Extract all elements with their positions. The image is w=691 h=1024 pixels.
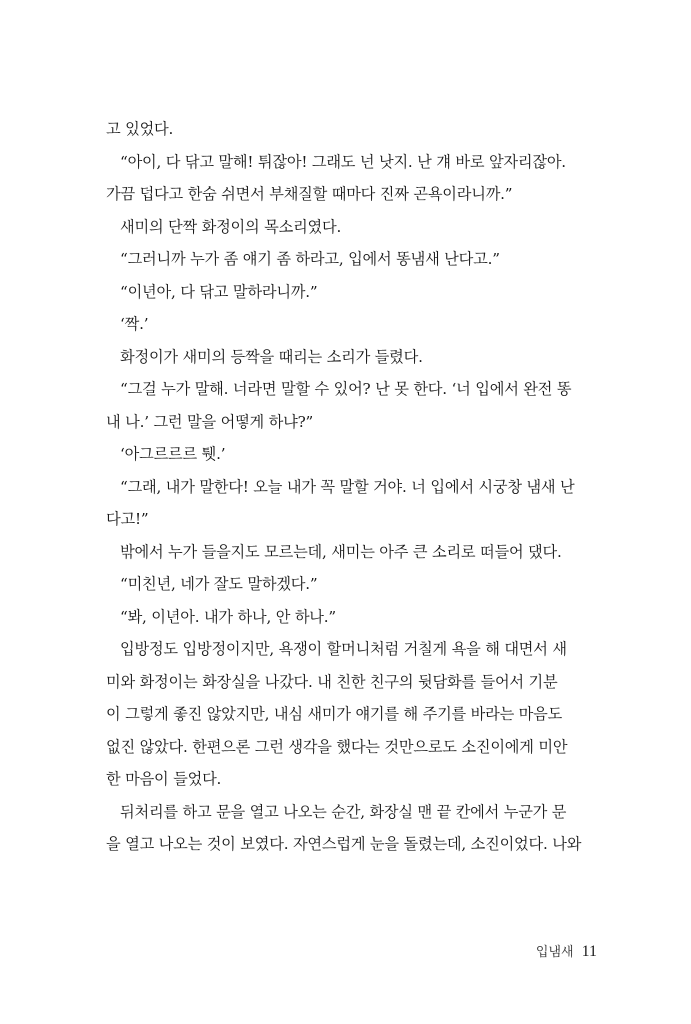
text-line: “봐, 이년아. 내가 하나, 안 하나.” (120, 607, 336, 626)
text-line: “그걸 누가 말해. 너라면 말할 수 있어? 난 못 한다. ‘너 입에서 완전 똥 (120, 380, 572, 398)
text-line: 입방정도 입방정이지만, 욕쟁이 할머니처럼 거칠게 욕을 해 대면서 새 (120, 640, 567, 658)
body-text (106, 113, 598, 861)
text-line: 새미의 단짝 화정이의 목소리였다. (120, 217, 342, 236)
text-line: 내 나.’ 그런 말을 어떻게 하냐?” (106, 412, 314, 431)
text-line: 고 있었다. (106, 120, 174, 138)
running-title: 입냄새 (535, 945, 574, 960)
text-line: 한 마음이 들었다. (106, 770, 222, 788)
text-line: 미와 화정이는 화장실을 나갔다. 내 친한 친구의 뒷담화를 들어서 기분 (106, 672, 558, 691)
text-line: 다고!” (106, 510, 149, 528)
text-line: “아이, 다 닦고 말해! 튀잖아! 그래도 넌 낫지. 난 걔 바로 앞자리잖아. (120, 152, 566, 171)
text-line: “미친년, 네가 잘도 말하겠다.” (120, 575, 318, 593)
text-line: 가끔 덥다고 한숨 쉬면서 부채질할 때마다 진짜 곤욕이라니까.” (106, 185, 513, 203)
text-line: “그러니까 누가 좀 얘기 좀 하라고, 입에서 똥냄새 난다고.” (120, 250, 500, 268)
text-line: 이 그렇게 좋진 않았지만, 내심 새미가 얘기를 해 주기를 바라는 마음도 (106, 705, 563, 723)
text-line: “이년아, 다 닦고 말하라니까.” (120, 282, 318, 301)
page-footer (536, 941, 597, 963)
text-line: 밖에서 누가 들을지도 모르는데, 새미는 아주 큰 소리로 떠들어 댔다. (120, 542, 562, 561)
text-line: 을 열고 나오는 것이 보였다. 자연스럽게 눈을 돌렸는데, 소진이었다. 나와 (106, 835, 582, 853)
text-line: ‘아그르르르 퉷.’ (120, 445, 226, 463)
text-line: 없진 않았다. 한편으론 그런 생각을 했다는 것만으로도 소진이에게 미안 (106, 737, 568, 756)
text-line: ‘짝.’ (120, 315, 149, 333)
text-line: 화정이가 새미의 등짝을 때리는 소리가 들렸다. (120, 347, 423, 366)
page-number: 11 (581, 943, 597, 960)
text-line: 뒤처리를 하고 문을 열고 나오는 순간, 화장실 맨 끝 칸에서 누군가 문 (120, 802, 567, 821)
text-line: “그래, 내가 말한다! 오늘 내가 꼭 말할 거야. 너 입에서 시궁창 냄새 난 (120, 477, 575, 496)
